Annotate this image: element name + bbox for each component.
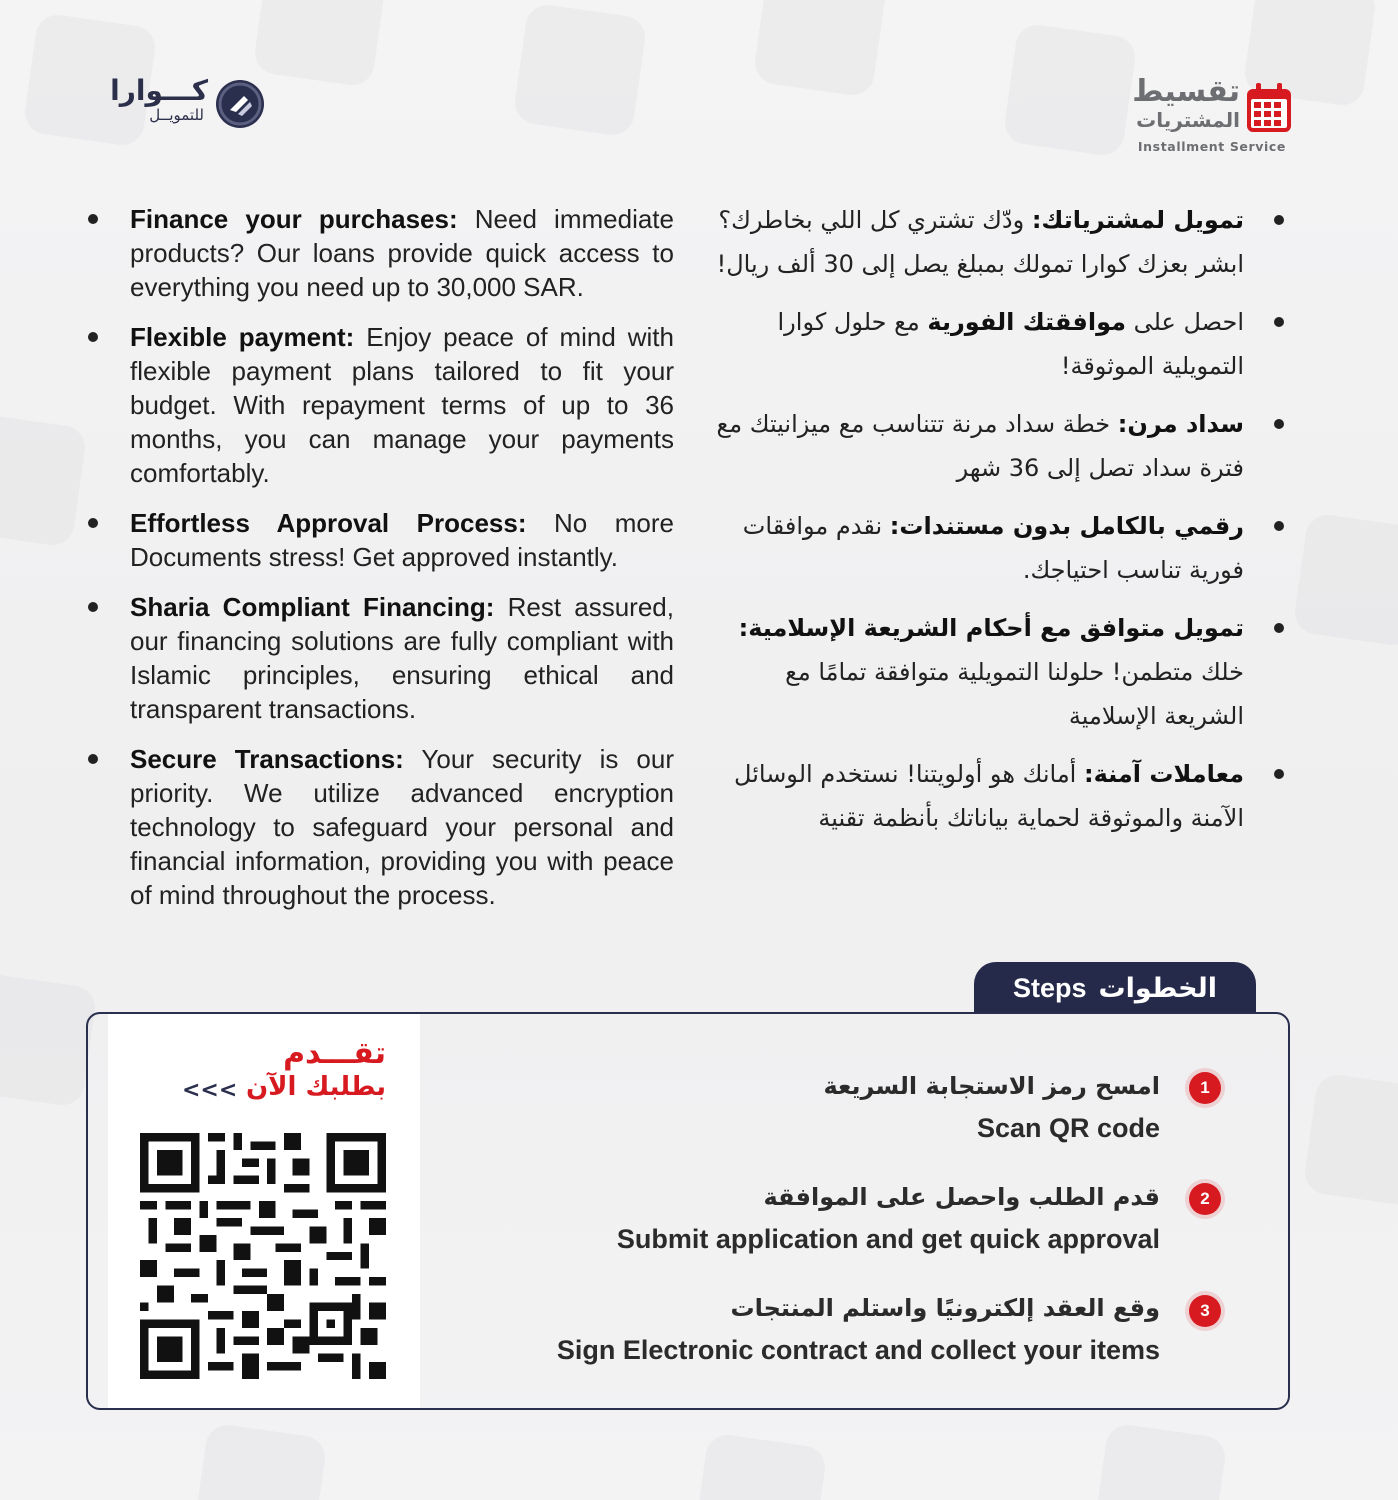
qr-code[interactable] xyxy=(140,1133,386,1379)
step-1 xyxy=(823,1066,1160,1150)
feature-item-ar xyxy=(700,752,1290,840)
apply-subheading: بطلبك الآن xyxy=(245,1072,386,1102)
step-2-arabic: قدم الطلب واحصل على الموافقة xyxy=(763,1183,1160,1211)
feature-title-ar: سداد مرن: xyxy=(1117,410,1244,438)
brand-left-subtitle: للتمويــل xyxy=(149,106,204,124)
arrows-icon: <<< xyxy=(182,1078,238,1103)
feature-text-ar: أمانك هو أولويتنا! نستخدم الوسائل الآمنة والموثوقة لحماية بياناتك بأنظمة تقنية xyxy=(734,760,1244,832)
bullet xyxy=(88,214,98,224)
feature-text: Rest assured, our financing solutions are fully compliant with Islamic principles, ensuring ethical and transparent transactions. xyxy=(130,592,674,724)
bullet xyxy=(88,332,98,342)
english-features xyxy=(86,202,674,928)
feature-title-ar: تمويل متوافق مع أحكام الشريعة الإسلامية: xyxy=(738,614,1244,642)
feature-title: Effortless Approval Process: xyxy=(130,508,527,538)
step-3-arabic: وقع العقد إلكترونيًا واستلم المنتجات xyxy=(730,1294,1160,1322)
feature-title-ar: معاملات آمنة: xyxy=(1083,760,1244,788)
feature-text-ar: مع حلول كوارا التمويلية الموثوقة! xyxy=(777,308,1244,380)
step-1-arabic: امسح رمز الاستجابة السريعة xyxy=(823,1072,1160,1100)
bullet xyxy=(88,754,98,764)
feature-text-ar: ودّك تشتري كل اللي بخاطرك؟ ابشر بعزك كوارا تمولك بمبلغ يصل إلى 30 ألف ريال! xyxy=(716,206,1244,278)
feature-item-ar xyxy=(700,402,1290,490)
bullet xyxy=(1274,769,1284,779)
bullet xyxy=(88,602,98,612)
step-3-number: 3 xyxy=(1189,1295,1221,1327)
feature-item-ar xyxy=(700,504,1290,592)
brand-left-title: كـــوارا xyxy=(110,74,208,107)
feature-item xyxy=(86,742,674,912)
steps-tab-arabic: الخطوات xyxy=(1098,972,1217,1004)
bullet xyxy=(88,518,98,528)
bullet xyxy=(1274,317,1284,327)
feature-text: Enjoy peace of mind with flexible payment plans tailored to fit your budget. With repayment terms of up to 36 months, you can manage your payments comfortably. xyxy=(130,322,674,488)
feature-title: Secure Transactions: xyxy=(130,744,404,774)
installment-service-logo xyxy=(1132,74,1292,158)
step-2-english: Submit application and get quick approval xyxy=(616,1224,1160,1254)
feature-title-ar: تمويل لمشترياتك: xyxy=(1031,206,1244,234)
steps-tab xyxy=(974,962,1256,1014)
steps-tab-english: Steps xyxy=(1013,972,1087,1003)
step-2-number: 2 xyxy=(1189,1183,1221,1215)
step-2 xyxy=(617,1177,1160,1261)
feature-item xyxy=(86,590,674,726)
feature-title-ar: موافقتك الفورية xyxy=(927,308,1126,336)
brand-right-english: Installment Service xyxy=(1137,139,1286,154)
feature-title: Finance your purchases: xyxy=(130,204,458,234)
kuwara-logo xyxy=(82,74,264,130)
bullet xyxy=(1274,419,1284,429)
feature-text-ar: خطة سداد مرنة تتناسب مع ميزانيتك مع فترة سداد تصل إلى 36 شهر xyxy=(716,410,1244,482)
kuwara-logo-icon xyxy=(216,80,264,128)
feature-text-ar: خلك متطمن! حلولنا التمويلية متوافقة تمامًا مع الشريعة الإسلامية xyxy=(785,658,1244,730)
bullet xyxy=(1274,215,1284,225)
step-1-english: Scan QR code xyxy=(976,1113,1160,1143)
feature-title-ar: رقمي بالكامل بدون مستندات: xyxy=(889,512,1244,540)
step-3-english: Sign Electronic contract and collect your items xyxy=(556,1335,1160,1365)
feature-text-ar: نقدم موافقات فورية تناسب احتياجك. xyxy=(742,512,1244,584)
feature-item xyxy=(86,506,674,574)
feature-pre-ar: احصل على xyxy=(1125,308,1244,336)
brand-right-title: تقسيط xyxy=(1132,74,1240,109)
step-1-number: 1 xyxy=(1189,1072,1221,1104)
step-3 xyxy=(557,1288,1160,1372)
feature-item-ar xyxy=(700,198,1290,286)
feature-item-ar xyxy=(700,606,1290,738)
feature-text: No more Documents stress! Get approved instantly. xyxy=(130,508,674,572)
bullet xyxy=(1274,623,1284,633)
feature-item-ar xyxy=(700,300,1290,388)
feature-title: Flexible payment: xyxy=(130,322,355,352)
feature-title: Sharia Compliant Financing: xyxy=(130,592,495,622)
apply-heading: تقـــدم xyxy=(283,1036,386,1071)
arabic-features xyxy=(700,198,1290,854)
bullet xyxy=(1274,521,1284,531)
feature-item xyxy=(86,202,674,304)
feature-text: Need immediate products? Our loans provide quick access to everything you need up to 30,000 SAR. xyxy=(130,204,674,302)
calendar-icon xyxy=(1246,82,1292,134)
feature-text: Your security is our priority. We utilize advanced encryption technology to safeguard your personal and financial information, providing you with peace of mind throughout the process. xyxy=(130,744,675,910)
brand-right-subtitle: المشتريات xyxy=(1136,108,1240,132)
feature-item xyxy=(86,320,674,490)
